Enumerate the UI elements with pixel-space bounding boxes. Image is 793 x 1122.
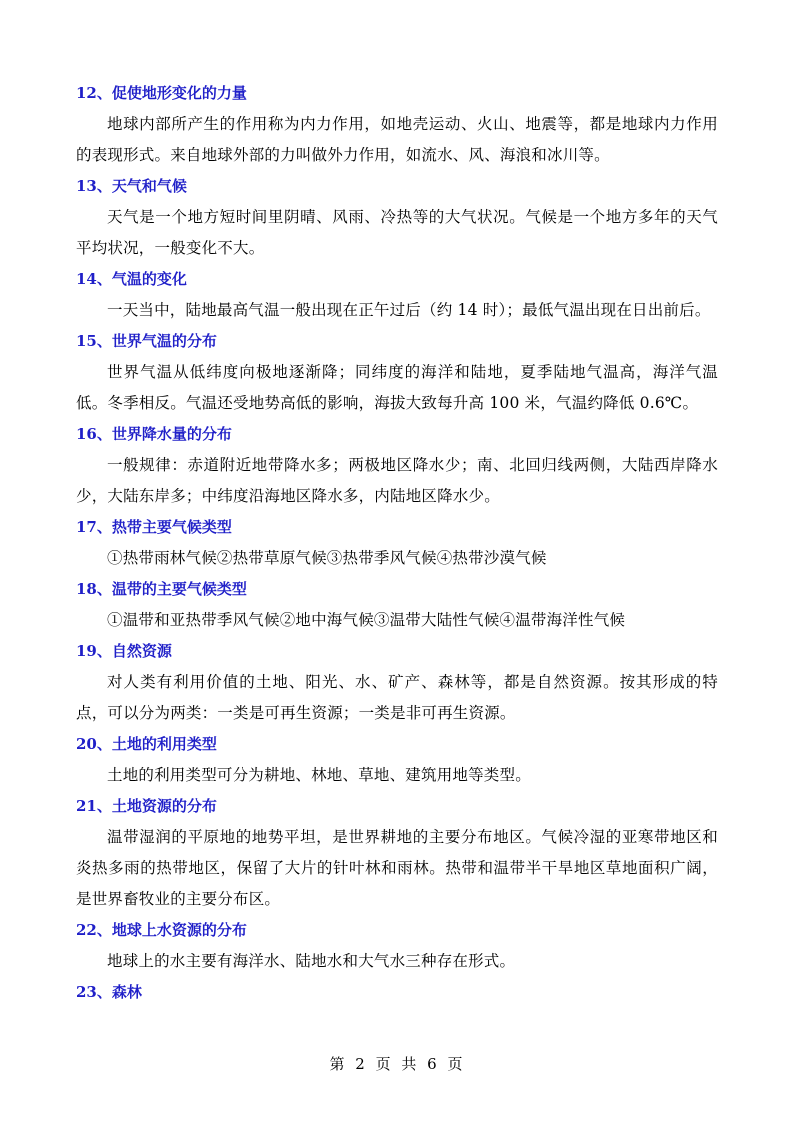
section-heading: 18、温带的主要气候类型 <box>76 580 247 598</box>
section <box>76 729 718 791</box>
section-heading: 21、土地资源的分布 <box>76 797 217 815</box>
section <box>76 512 718 574</box>
section-paragraph: 地球上的水主要有海洋水、陆地水和大气水三种存在形式。 <box>107 952 516 970</box>
section-heading: 13、天气和气候 <box>76 177 187 195</box>
page-footer: 第 2 页 共 6 页 <box>329 1055 464 1073</box>
section <box>76 574 718 636</box>
section <box>76 264 718 326</box>
section-heading: 19、自然资源 <box>76 642 172 660</box>
section-paragraph: 对人类有利用价值的土地、阳光、水、矿产、森林等，都是自然资源。按其形成的特点，可以分为两类：一类是可再生资源；一类是非可再生资源。 <box>76 673 718 722</box>
section <box>76 791 718 915</box>
section-heading: 20、土地的利用类型 <box>76 735 217 753</box>
section-paragraph: 天气是一个地方短时间里阴晴、风雨、冷热等的大气状况。气候是一个地方多年的天气平均状况，一般变化不大。 <box>76 208 718 257</box>
section <box>76 636 718 729</box>
section-paragraph: 地球内部所产生的作用称为内力作用，如地壳运动、火山、地震等，都是地球内力作用的表现形式。来自地球外部的力叫做外力作用，如流水、风、海浪和冰川等。 <box>76 115 718 164</box>
section-paragraph: 一天当中，陆地最高气温一般出现在正午过后（约 14 时）；最低气温出现在日出前后。 <box>107 301 711 319</box>
section <box>76 915 718 977</box>
section-paragraph: ①温带和亚热带季风气候②地中海气候③温带大陆性气候④温带海洋性气候 <box>107 611 626 629</box>
section-paragraph: 土地的利用类型可分为耕地、林地、草地、建筑用地等类型。 <box>107 766 531 784</box>
page-content <box>76 78 718 1008</box>
section <box>76 171 718 264</box>
section-paragraph: 温带湿润的平原地的地势平坦，是世界耕地的主要分布地区。气候冷湿的亚寒带地区和炎热多雨的热带地区，保留了大片的针叶林和雨林。热带和温带半干旱地区草地面积广阔，是世界畜牧业的主要分布区。 <box>76 828 718 908</box>
section <box>76 419 718 512</box>
section-heading: 15、世界气温的分布 <box>76 332 217 350</box>
section <box>76 326 718 419</box>
section <box>76 78 718 171</box>
section-paragraph: 一般规律：赤道附近地带降水多；两极地区降水少；南、北回归线两侧，大陆西岸降水少，大陆东岸多；中纬度沿海地区降水多，内陆地区降水少。 <box>76 456 718 505</box>
section-paragraph: 世界气温从低纬度向极地逐渐降；同纬度的海洋和陆地，夏季陆地气温高，海洋气温低。冬季相反。气温还受地势高低的影响，海拔大致每升高 100 米，气温约降低 0.6℃。 <box>76 363 718 412</box>
section-heading: 12、促使地形变化的力量 <box>76 84 247 102</box>
section-heading: 23、森林 <box>76 983 142 1001</box>
section-heading: 22、地球上水资源的分布 <box>76 921 247 939</box>
section-paragraph: ①热带雨林气候②热带草原气候③热带季风气候④热带沙漠气候 <box>107 549 547 567</box>
section <box>76 977 718 1008</box>
section-heading: 16、世界降水量的分布 <box>76 425 232 443</box>
section-heading: 17、热带主要气候类型 <box>76 518 232 536</box>
section-heading: 14、气温的变化 <box>76 270 187 288</box>
